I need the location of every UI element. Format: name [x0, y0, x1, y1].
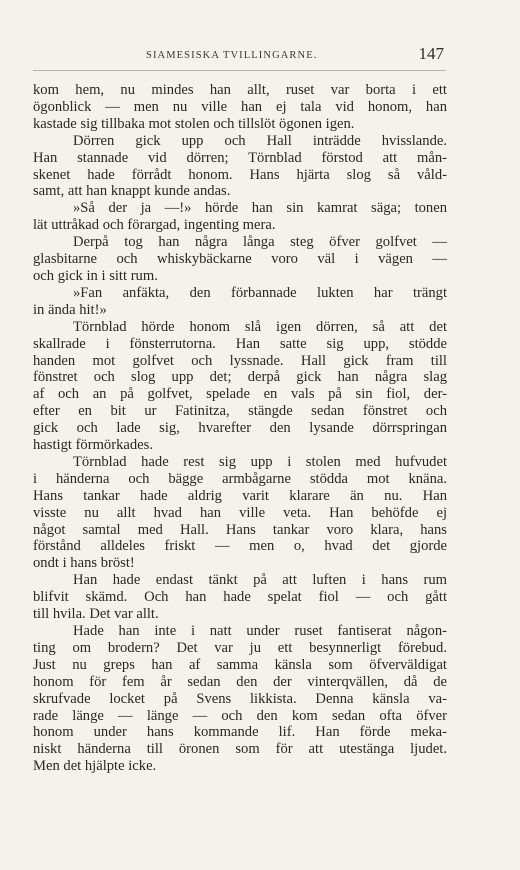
text-line: Hade han inte i natt under ruset fantiserat någon-: [73, 623, 447, 639]
text-line: och gick in i sitt rum.: [33, 267, 158, 284]
text-line: glasbitarne och whiskybäckarne voro väl i vägen —: [33, 251, 447, 268]
paragraph: [33, 82, 447, 133]
text-line: skenet hade förrådt honom. Hans hjärta slog så våld-: [33, 166, 447, 183]
text-line: visste nu allt hvad han ville veta. Han behöfde ej: [33, 504, 447, 521]
paragraph: [33, 623, 447, 775]
text-line: Hans tankar hade aldrig varit klarare än nu. Han: [33, 487, 447, 504]
text-line: in ända hit!»: [33, 301, 107, 318]
page-header: [33, 44, 446, 71]
text-line: kastade sig tillbaka mot stolen och tillslöt ögonen igen.: [33, 115, 355, 132]
text-line: Törnblad hade rest sig upp i stolen med hufvudet: [73, 453, 447, 470]
text-line: fönstret och slog upp det; derpå gick han några slag: [33, 369, 447, 386]
paragraph: [33, 319, 447, 454]
text-line: ting om brodern? Det var ju ett besynnerligt förebud.: [33, 639, 447, 656]
text-line: skallrade i fönsterrutorna. Han satte sig upp, stödde: [33, 335, 447, 352]
paragraph: [33, 454, 447, 572]
text-line: Han stannade vid dörren; Törnblad förstod att mån-: [33, 149, 447, 166]
text-line: rade länge — länge — och den kom sedan ofta öfver: [33, 707, 447, 724]
text-line: i händerna och bägge armbågarne stödda mot knäna.: [33, 470, 447, 487]
page-number: 147: [418, 44, 444, 63]
text-line: Dörren gick upp och Hall inträdde hvisslande.: [73, 132, 447, 149]
text-line: Han hade endast tänkt på att luften i hans rum: [73, 572, 447, 589]
text-line: förstånd alldeles friskt — men o, hvad det gjorde: [33, 538, 447, 555]
text-line: Törnblad hörde honom slå igen dörren, så att det: [73, 318, 447, 335]
text-line: något samtal med Hall. Hans tankar voro klara, hans: [33, 521, 447, 538]
paragraph: [33, 133, 447, 201]
body-text: [33, 82, 447, 775]
text-line: Just nu greps han af samma känsla som öfverväldigat: [33, 656, 447, 673]
paragraph: [33, 572, 447, 623]
text-line: honom för fem år sedan den der vinterqvällen, då de: [33, 673, 447, 690]
text-line: handen mot golfvet och lyssnade. Hall gick fram till: [33, 352, 447, 369]
text-line: samt, att han knappt kunde andas.: [33, 183, 231, 200]
text-line: efter en bit ur Fatinitza, stängde sedan fönstret och: [33, 403, 447, 420]
text-line: lät uttråkad och förargad, ingenting mera.: [33, 217, 276, 234]
paragraph: [33, 200, 447, 234]
text-line: gick och lade sig, hvarefter den lysande dörrspringan: [33, 420, 447, 437]
text-line: af och an på golfvet, spelade en vals på sin fiol, der-: [33, 386, 447, 403]
text-line: kom hem, nu mindes han allt, ruset var borta i ett: [33, 82, 447, 98]
text-line: ondt i hans bröst!: [33, 555, 135, 572]
running-head: SIAMESISKA TVILLINGARNE.: [146, 50, 318, 61]
text-line: blifvit skämd. Och han hade spelat fiol — och gått: [33, 589, 447, 606]
text-line: »Fan anfäkta, den förbannade lukten har trängt: [73, 284, 447, 301]
text-line: skrufvade locket på Svens likkista. Denna känsla va-: [33, 690, 447, 707]
text-line: till hvila. Det var allt.: [33, 606, 159, 623]
text-line: honom under hans kommande lif. Han förde meka-: [33, 724, 447, 741]
text-line: Derpå tog han några långa steg öfver golfvet —: [73, 234, 447, 251]
text-line: »Så der ja —!» hörde han sin kamrat säga; tonen: [73, 200, 447, 217]
paragraph: [33, 285, 447, 319]
text-line: niskt händerna till öronen som för att utestänga ljudet.: [33, 741, 447, 758]
text-line: ögonblick — men nu ville han ej tala vid honom, han: [33, 98, 447, 115]
text-line: Men det hjälpte icke.: [33, 758, 157, 775]
paragraph: [33, 234, 447, 285]
text-line: hastigt förmörkades.: [33, 437, 153, 454]
